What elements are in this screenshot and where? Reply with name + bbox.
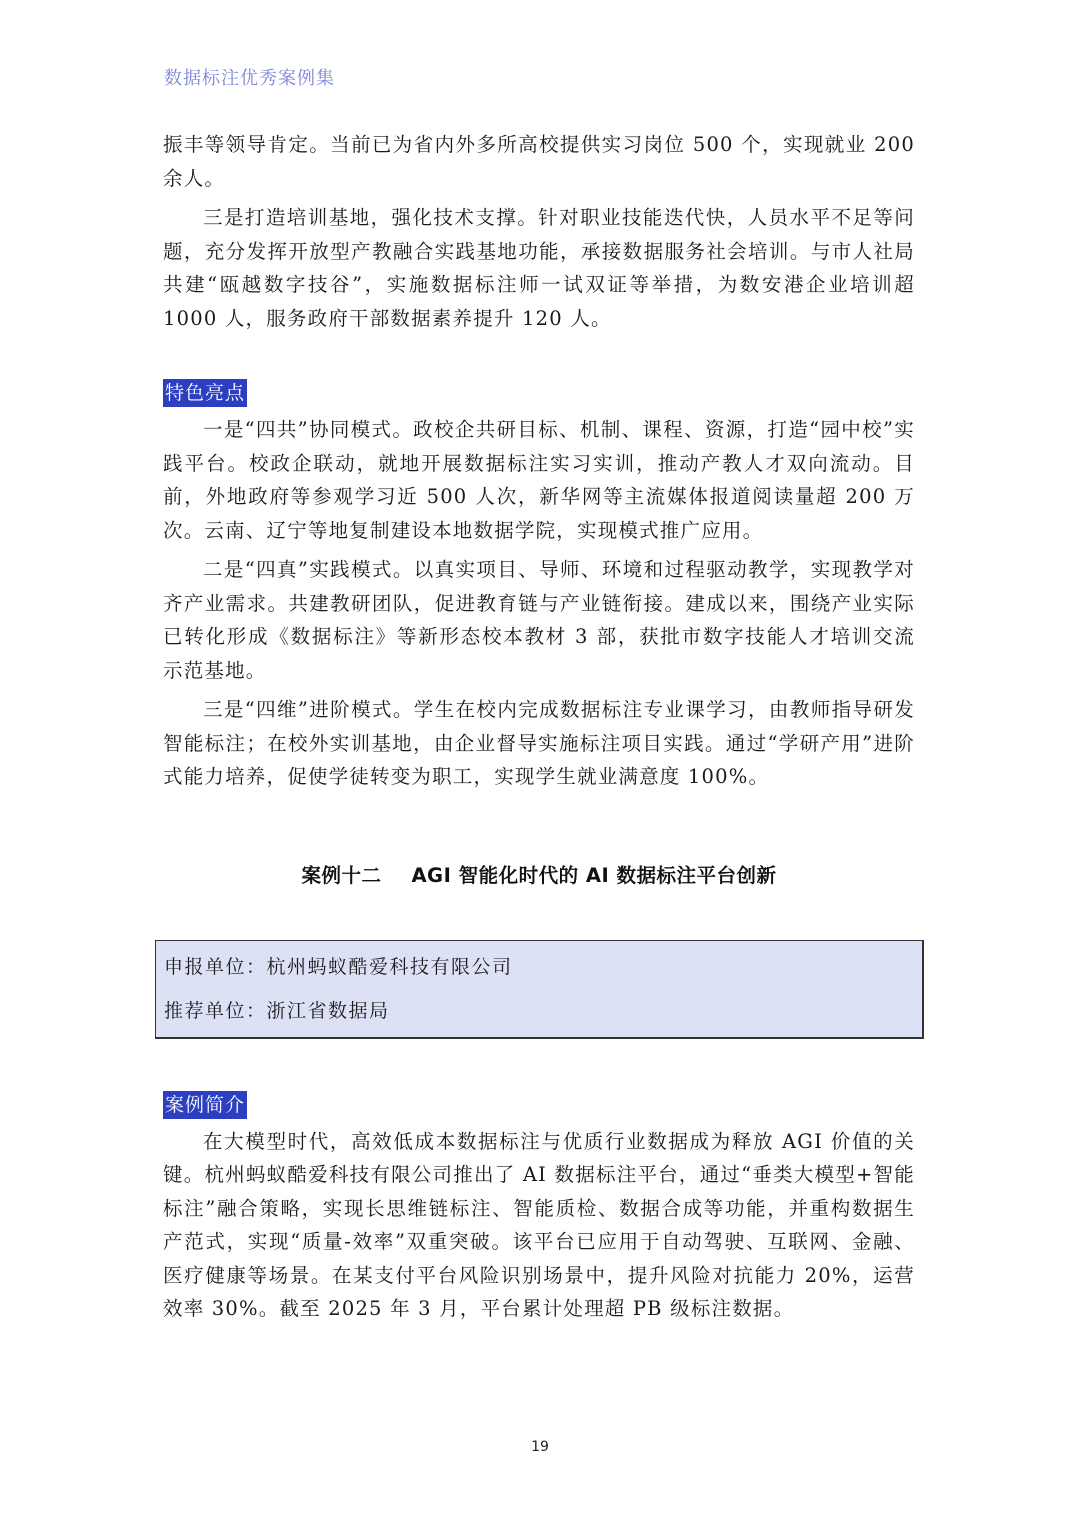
- recommender-row: [164, 989, 914, 1033]
- highlights-section: [163, 379, 915, 794]
- case-number: 案例十二: [301, 863, 382, 887]
- case-info-box: [155, 940, 924, 1039]
- highlight-paragraph: 三是“四维”进阶模式。学生在校内完成数据标注专业课学习，由教师指导研发智能标注；在校外实训基地，由企业督导实施标注项目实践。通过“学研产用”进阶式能力培养，促使学徒转变为职工，实现学生就业满意度 100%。: [163, 698, 915, 788]
- case-title: [163, 860, 915, 888]
- running-header: 数据标注优秀案例集: [164, 68, 335, 89]
- case-title-text: AGI 智能化时代的 AI 数据标注平台创新: [411, 863, 777, 887]
- page-number: 19: [531, 1439, 549, 1455]
- continuation-paragraph: 振丰等领导肯定。当前已为省内外多所高校提供实习岗位 500 个，实现就业 200 余人。: [163, 133, 915, 190]
- case-intro-paragraph: 在大模型时代，高效低成本数据标注与优质行业数据成为释放 AGI 价值的关键。杭州蚂蚁酷爱科技有限公司推出了 AI 数据标注平台，通过“垂类大模型+智能标注”融合策略，实现长思维链标注、智能质检、数据合成等功能，并重构数据生产范式，实现“质量-效率”双重突破。该平台已应用于自动驾驶、互联网、金融、医疗健康等场景。在某支付平台风险识别场景中，提升风险对抗能力 20%，运营效率 30%。截至 2025 年 3 月，平台累计处理超 PB 级标注数据。: [163, 1129, 915, 1320]
- applicant-label: 申报单位：: [164, 955, 267, 978]
- training-base-paragraph: 三是打造培训基地，强化技术支撑。针对职业技能迭代快，人员水平不足等问题，充分发挥开放型产教融合实践基地功能，承接数据服务社会培训。与市人社局共建“瓯越数字技谷”，实施数据标注师一试双证等举措，为数安港企业培训超 1000 人，服务政府干部数据素养提升 120 人。: [163, 206, 915, 330]
- recommender-label: 推荐单位：: [164, 999, 267, 1022]
- section-heading-case-intro: 案例简介: [163, 1091, 247, 1119]
- page-content: [163, 128, 915, 1326]
- section-heading-highlights: 特色亮点: [163, 379, 247, 407]
- case-intro-section: [163, 1091, 915, 1326]
- highlight-paragraph: 一是“四共”协同模式。政校企共研目标、机制、课程、资源，打造“园中校”实践平台。校政企联动，就地开展数据标注实习实训，推动产教人才双向流动。目前，外地政府等参观学习近 500 人次，新华网等主流媒体报道阅读量超 200 万次。云南、辽宁等地复制建设本地数据学院，实现模式推广应用。: [163, 418, 915, 542]
- applicant-row: [164, 945, 914, 989]
- highlight-paragraph: 二是“四真”实践模式。以真实项目、导师、环境和过程驱动教学，实现教学对齐产业需求。共建教研团队，促进教育链与产业链衔接。建成以来，围绕产业实际已转化形成《数据标注》等新形态校本教材 3 部，获批市数字技能人才培训交流示范基地。: [163, 558, 915, 682]
- recommender-value: 浙江省数据局: [266, 999, 390, 1022]
- applicant-value: 杭州蚂蚁酷爱科技有限公司: [266, 955, 513, 978]
